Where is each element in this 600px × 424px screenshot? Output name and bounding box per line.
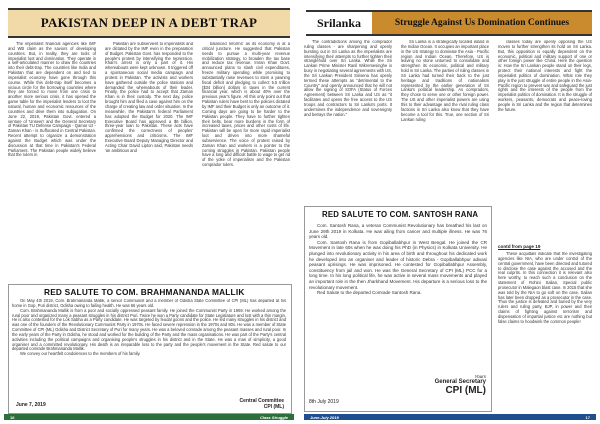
right-article-col-3	[498, 40, 592, 236]
left-article-col-2	[105, 42, 193, 282]
right-footer-bar	[304, 414, 596, 420]
left-article-col-1-text: The imperialist financial agencies like IMF and WB claim as the saviors of developing countries. But, in reality, they are tools of imperialist loot and domination. They operate in a self-articulated manner to draw the countries into their debt-trap. The countries like India and Pakistan that are dependent on and tied to imperialist economy have gone through this course. While this debt-trap itself becomes a vicious circle for the borrowing countries where they are forced to move from one crisis to another more serious crisis, it has opened the game table for the imperialist lenders to loot the natural, human and economic resources of the countries and drive them into subjugation. On June 22, 2019, Pakistan Govt. entered a venture of 'Unseen' and the General Secretary of Pakistan TU Defense Campaign - Qamar Uz - Zaman Khan - is Suffocated in Central Pakistan. Recent attempt to organize a demonstration against the Budget which was under the discussion at that time in Pakistan's Federal Parliament. The Pakistan people widely believe that the rulers in	[8, 42, 96, 158]
right-article-header	[304, 8, 592, 34]
right-obituary-signature	[414, 374, 486, 396]
right-article-col-1	[304, 40, 392, 198]
right-obituary-para-2: Com. Santosh Rana is from Gopiballabhpur in West Bengal. He joined the CR Movement in late 60s when he was doing his PhD (in Physics) in Kolkata University. He plunged into revolutionary activity in his area of birth and throughout his dedicated work he developed into an organiser and leader of historic Debra - Gopiballabhpur adivasi peasant uprisings. He was imprisoned. He contested for Gopiballabhpur Assembly, constituency from jail and won. He was the General Secretary of CPI (ML) PCC for a long time. In his long political life, he was active in several mass movements and played an important role in the then Jharkhand Movement. His departure is a serious loss to the revolutionary movement.	[309, 239, 487, 290]
right-article-col-3-text: classes today are openly opposing the US moves to further strengthen its hold on Sri Lanka. But, this opposition is equally dependent on the economic, political and military support of one or other foreign power like China. Here the question is: How the Sri Lankan people stand on their legs, protect their national interests and fight the imperialist politics of domination. What role they play in the just struggle of entire people in the Asia-Pacific region to prevent war and safeguard the just rights and the interests of the people from the imperialist politics of domination. It is the struggle of workers, peasants, democrats and peace-loving people in Sri Lanka and the region that determines the future.	[498, 40, 592, 112]
right-obituary-date: 8th July 2019	[309, 399, 339, 405]
right-article-col-2-text: Sri Lanka is a strategically located island in the Indian Ocean. It occupies an important place in the US strategy to dominate the Asia - Pacific region and Indian Ocean. Therefore, US is leaving no stone unturned to consolidate and strengthen its economic, political and military hold in Sri Lanka. The parties of ruling classes in Sri Lanka had turned their back to the just heritage and traditions of nationalism represented by the earlier generation of Sri Lanka's political leadership. As compradors, they chose to serve one or other foreign power. The US and other imperialist powers are using this to their advantage and the rival ruling class factions in Sri Lanka also know that they have become a tool for this. True, one section of Sri Lankan ruling	[401, 40, 489, 122]
left-page	[4, 4, 294, 420]
right-page	[304, 4, 596, 420]
right-article-col-2	[401, 40, 489, 198]
right-footer-label: June-July 2019	[310, 414, 339, 420]
left-footer-label: Class Struggle	[259, 414, 288, 420]
left-article-col-3-text: balanced reforms' as its economy is at a critical juncture. He suggested that Pakistan needs to pursue a multi-year revenue mobilization strategy, to broaden the tax base and reduce tax revenue. Imran Khan Govt. announced plans to slash civil expenditures, freeze military spending while promising to substantially raise revenues to stem a yawning fiscal deficit and pledging to collect 5.5 trillion ($34 billion) dollars in taxes in the current financial year, which is about 40% over the previous year's figure. All this only point out that Pakistan rulers have bent to the policies dictated by IMF and their Budget is only an outcome of it. Coming days are going to be harder to the Pakistan people. They have to further tighten their belts, bear more burdens in the form of increased taxes, prices and other costs of life. Pakistan will be open for more rapid imperialist loot and driven into more shameful subservience. The voice of protest raised by Zaman Khan and workers is a pointer to the coming struggles in Pakistan. Pakistan people have a long and difficult battle to wage to get rid of the yoke of imperialism and the Pakistan comprador rulers.	[202, 42, 290, 168]
left-page-number: 16	[10, 414, 15, 420]
left-obituary-date: June 7, 2019	[16, 402, 46, 408]
right-obituary-sign-2: CPI (ML)	[445, 385, 486, 396]
right-obituary-sign-0: Yours	[474, 374, 486, 379]
right-page-number: 17	[585, 414, 590, 420]
left-article-col-2-text: Pakistan are subservient to imperialists and are dictated by the IMF even in the preparation of Budget. Pakistan Govt. has responded to the people's protest by intensifying the repression. Khan's arrest is only a part of it. His whereabouts were kept unknown. It triggered off a spontaneous social media campaign and protest in Pakistan. The activists and workers have gathered outside the police stations and demanded the whereabouts of their leader. Finally, the police had to accept that Zaman Khan is in their custody. The next day, police brought him and filed a case against him on the charge of creating law and order situation. In the meanwhile, the Pakistan's federal Parliament has adopted the Budget for 2020. The IMF Executive Board has approved a $6 billion, three-year loan to Pakistan. These acts have confirmed the correctness of peoples' apprehensions and criticisms. The IMF Executive Board Deputy Managing Director and Acting Chair David Lipton said, Pakistan needs 'an ambitious and	[105, 42, 193, 153]
right-obituary-title: RED SALUTE TO COM. SANTOSH RANA	[322, 210, 479, 219]
left-article-header	[8, 8, 290, 38]
left-article-title: PAKISTAN DEEP IN A DEBT TRAP	[40, 15, 258, 30]
continued-text	[498, 252, 592, 408]
left-obituary-signature	[240, 398, 284, 410]
left-article-col-1	[8, 42, 96, 282]
left-obituary-para-1: On May 4th 2019, Com. Brahmananda Mallik, a senior Communist and a member of Odisha State Committee of CPI (ML) has departed at his home in Gop, Puri district, Odisha owing to failing health. He was 66 years old.	[12, 299, 286, 308]
right-article-tag: Srilanka	[306, 10, 372, 36]
right-obituary-para-3: Red Salute to the departed Comrade Santosh Rana.	[317, 290, 422, 296]
left-footer-bar	[4, 414, 294, 420]
right-obituary-body	[309, 223, 487, 373]
left-obituary-sign-1: Central Committee	[239, 398, 284, 404]
continued-text-para: These acquittals indicate that the investigating agencies like NIA, who are under control of the central government, have been directed and tutored to disclose the case against the accused and the real culprits. In this connection it is relevant also here worthy, to reach such a conclusion on the statement of Rohini Salian, Special public prosecutor in Malegaon blast case. In 2015 that she was told by the NIA to go soft on the case. Salian has later been dropped as a prosecutor in the case. Thus the justice is defeated and buried by the very rulers and ruling party, BJP, in power and their claims of fighting against terrorism and dispensation of impartial justice etc are nothing but false claims to hoodwink the common people!	[498, 252, 592, 324]
left-obituary-para-3: We convey our heartfelt condolences to the members of his family.	[20, 351, 141, 357]
continued-label: contd from page 19	[498, 244, 541, 249]
left-obituary-para-2: Com. Brahmananda Mallik is from a poor and socially oppressed peasant family. He joined the Communist Party in 1969. He worked among the rural poor and organized many a peasant struggles in his district Puri. Twice he won a Party candidate for State Legislature and lost with a thin margin. He is also contested for the Lok Sabha as a Party candidate. He was targeted by feudal goons and the police. He led many struggles in his district and was one of the founders of the Revolutionary Communist Party in 1970s. He faced severe repression in the 1970s and 80s. He was a member of State Committee of CPI (ML) Odisha and District Secretary of Puri for many years. He was a beloved comrade among the peasant masses and rural poor. In the early years of the Party in Odisha, he stood and worked for the building of the Party and the mass organisations. He was part of the Party's central activities including the political campaigns and organising people's struggles in his district and in the State. He was a man of simplicity, a good organiser and a committed revolutionary. His death is an irreparable loss to the party and the people's movement in the State. Red salute to our departed comrade Brahmananda Mallik.	[12, 307, 286, 352]
right-obituary-para-1: Com. Santosh Rana, a veteran Communist Revolutionary has breathed his last on June 29th 2019 in Kolkata. He was ailing from cancer and multiple illness. He was 76 years old.	[309, 223, 487, 240]
left-obituary-title: RED SALUTE TO COM. BRAHMANANDA MALLIK	[44, 287, 245, 297]
right-obituary-sign-1: General Secretary	[434, 379, 486, 385]
right-article-title: Struggle Against Us Domination Continues	[372, 10, 592, 36]
left-article-col-3	[202, 42, 290, 282]
left-obituary-body	[12, 299, 286, 395]
right-article-col-1-text: The contradictions among the comprador ruling classes - are sharpening and openly bursting out in Sri Lanka as the imperialists are intensifying their attempts to further tighten their stranglehold over Sri Lanka. While the Sri Lankan Prime Minister Ranil Wikremesinghe is busy in negotiating several agreements with US, the Sri Lankan President Sirisena has openly termed these attempts as "detrimental to the Country" and openly announced that he will not allow the signing of SOFA (Status of Forces Agreement) between Sri Lanka and US as "it facilitates and opens the free access to the US troops and contractors to Sri Lanka's ports. It undermines the independence and sovereignty and betrays the nation."	[304, 40, 392, 117]
left-obituary-sign-2: CPI (ML)	[263, 404, 284, 410]
